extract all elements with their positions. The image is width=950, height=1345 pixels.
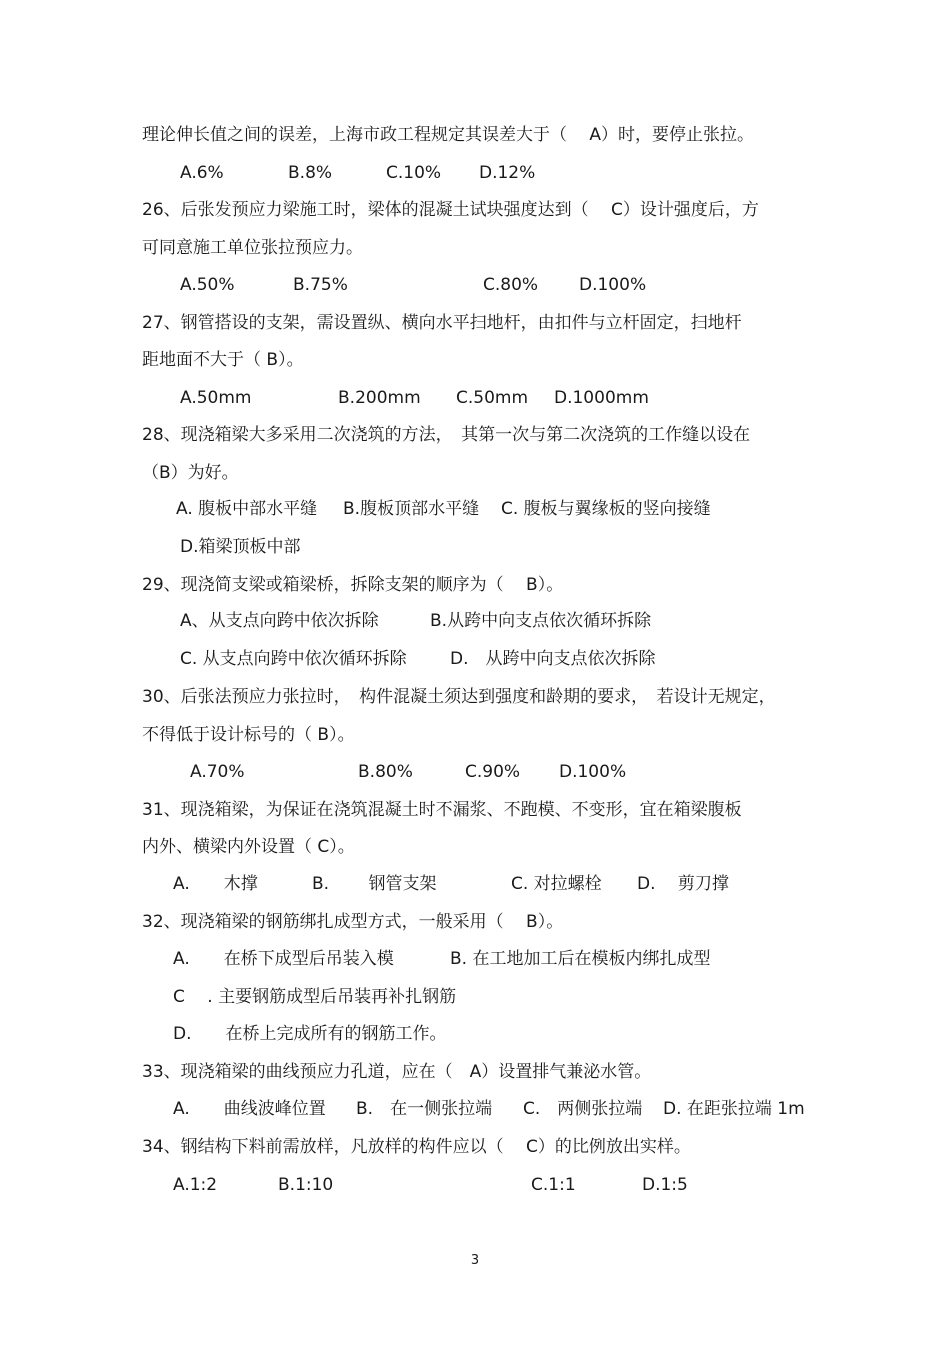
q28-option-c: C. 腹板与翼缘板的竖向接缝 <box>501 499 711 519</box>
q25-option-a: A.6% <box>180 163 224 183</box>
q30-option-a: A.70% <box>190 762 245 782</box>
q25-continuation: 理论伸长值之间的误差，上海市政工程规定其误差大于（ A）时，要停止张拉。 <box>142 125 755 145</box>
q31-option-c: C. 对拉螺栓 <box>511 874 602 894</box>
q27-option-b: B.200mm <box>338 388 421 408</box>
q30-stem-line2: 不得低于设计标号的（ B）。 <box>142 725 355 745</box>
q28-option-d: D.箱梁顶板中部 <box>180 537 301 557</box>
q27-stem-line1: 27、钢管搭设的支架，需设置纵、横向水平扫地杆，由扣件与立杆固定，扫地杆 <box>142 313 742 333</box>
q30-stem-line1: 30、后张法预应力张拉时， 构件混凝土须达到强度和龄期的要求， 若设计无规定， <box>142 687 776 707</box>
q27-option-a: A.50mm <box>180 388 252 408</box>
q30-option-d: D.100% <box>559 762 627 782</box>
q25-option-d: D.12% <box>479 163 536 183</box>
q28-stem-line1: 28、现浇箱梁大多采用二次浇筑的方法， 其第一次与第二次浇筑的工作缝以设在 <box>142 425 751 445</box>
q26-stem-line2: 可同意施工单位张拉预应力。 <box>142 238 363 258</box>
q33-stem-line1: 33、现浇箱梁的曲线预应力孔道，应在（ A）设置排气兼泌水管。 <box>142 1062 652 1082</box>
q27-stem-line2: 距地面不大于（ B）。 <box>142 350 304 370</box>
q32-option-b: B. 在工地加工后在模板内绑扎成型 <box>450 949 711 969</box>
q30-option-c: C.90% <box>465 762 521 782</box>
q25-option-c: C.10% <box>386 163 442 183</box>
q34-option-b: B.1:10 <box>278 1175 334 1195</box>
q33-option-c: C. 两侧张拉端 <box>523 1099 643 1119</box>
q28-stem-line2: （B）为好。 <box>142 463 239 483</box>
q32-option-d: D. 在桥上完成所有的钢筋工作。 <box>173 1024 447 1044</box>
q33-option-d: D. 在距张拉端 1m <box>663 1099 805 1119</box>
q30-option-b: B.80% <box>358 762 413 782</box>
q31-option-a: A. 木撑 <box>173 874 258 894</box>
q33-option-a: A. 曲线波峰位置 <box>173 1099 326 1119</box>
q25-option-b: B.8% <box>288 163 333 183</box>
q29-option-c: C. 从支点向跨中依次循环拆除 <box>180 649 407 669</box>
q29-stem-line1: 29、现浇简支梁或箱梁桥，拆除支架的顺序为（ B）。 <box>142 575 564 595</box>
q28-option-a: A. 腹板中部水平缝 <box>176 499 318 519</box>
q29-option-d: D. 从跨中向支点依次拆除 <box>450 649 656 669</box>
q29-option-b: B.从跨中向支点依次循环拆除 <box>430 611 652 631</box>
q34-option-c: C.1:1 <box>531 1175 576 1195</box>
q29-option-a: A、从支点向跨中依次拆除 <box>180 611 379 631</box>
q31-stem-line2: 内外、横梁内外设置（ C）。 <box>142 837 355 857</box>
q28-option-b: B.腹板顶部水平缝 <box>343 499 480 519</box>
q34-stem-line1: 34、钢结构下料前需放样，凡放样的构件应以（ C）的比例放出实样。 <box>142 1137 691 1157</box>
q26-option-c: C.80% <box>483 275 539 295</box>
q26-stem-line1: 26、后张发预应力梁施工时，梁体的混凝土试块强度达到（ C）设计强度后，方 <box>142 200 759 220</box>
q31-stem-line1: 31、现浇箱梁，为保证在浇筑混凝土时不漏浆、不跑模、不变形，宜在箱梁腹板 <box>142 800 742 820</box>
q27-option-c: C.50mm <box>456 388 529 408</box>
page-number: 3 <box>470 1253 480 1268</box>
q32-stem-line1: 32、现浇箱梁的钢筋绑扎成型方式，一般采用（ B）。 <box>142 912 564 932</box>
q32-option-a: A. 在桥下成型后吊装入模 <box>173 949 394 969</box>
q33-option-b: B. 在一侧张拉端 <box>356 1099 493 1119</box>
q32-option-c: C . 主要钢筋成型后吊装再补扎钢筋 <box>173 987 457 1007</box>
q26-option-b: B.75% <box>293 275 348 295</box>
q31-option-d: D. 剪刀撑 <box>637 874 729 894</box>
q26-option-d: D.100% <box>579 275 647 295</box>
q27-option-d: D.1000mm <box>554 388 649 408</box>
q26-option-a: A.50% <box>180 275 235 295</box>
q34-option-d: D.1:5 <box>642 1175 688 1195</box>
q34-option-a: A.1:2 <box>173 1175 218 1195</box>
q31-option-b: B. 钢管支架 <box>312 874 437 894</box>
